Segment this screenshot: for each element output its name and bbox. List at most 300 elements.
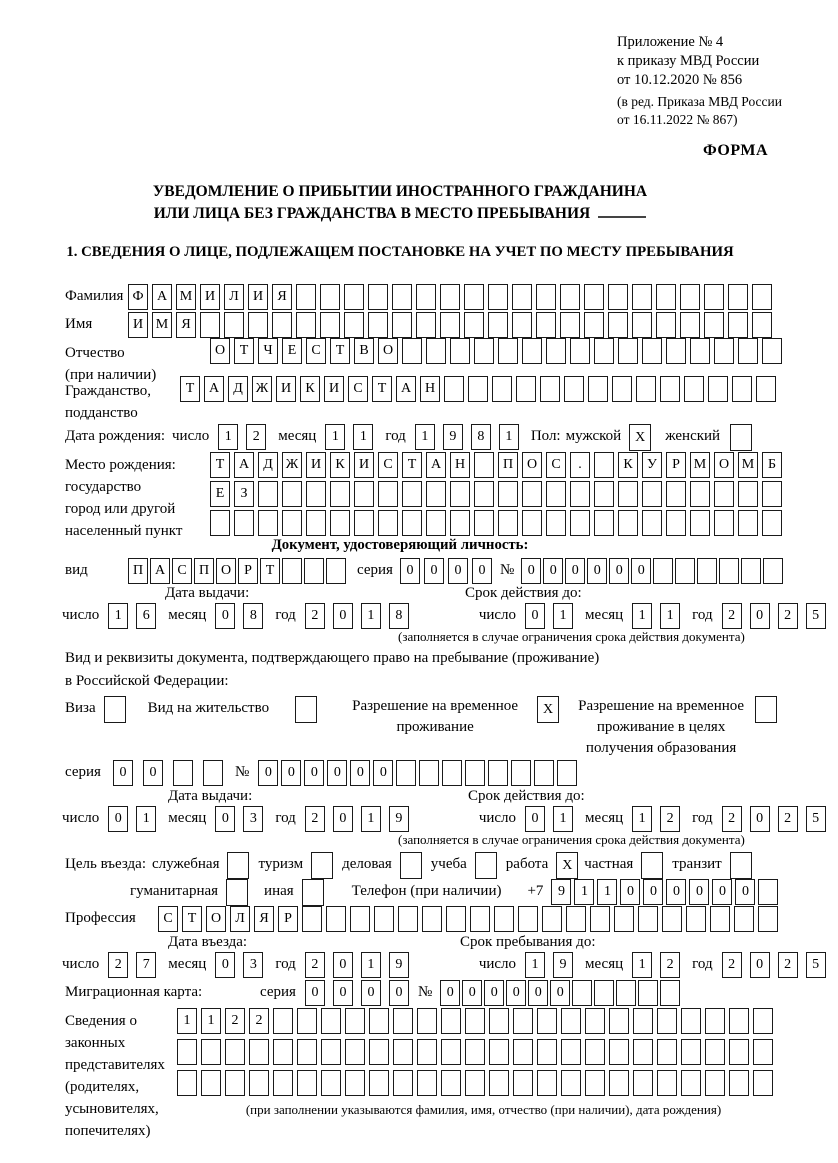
char-box[interactable]: 0 (333, 952, 353, 978)
char-box[interactable] (498, 510, 518, 536)
char-box[interactable]: Т (402, 452, 422, 478)
char-box[interactable] (632, 312, 652, 338)
char-box[interactable]: Д (228, 376, 248, 402)
char-box[interactable]: 0 (215, 603, 235, 629)
char-box[interactable]: 2 (305, 603, 325, 629)
char-box[interactable]: 0 (643, 879, 663, 905)
char-box[interactable] (177, 1039, 197, 1065)
char-box[interactable]: 0 (373, 760, 393, 786)
char-box[interactable] (354, 510, 374, 536)
char-box[interactable] (570, 338, 590, 364)
char-box[interactable] (488, 284, 508, 310)
char-box[interactable] (516, 376, 536, 402)
char-box[interactable] (705, 1039, 725, 1065)
char-box[interactable] (561, 1070, 581, 1096)
char-box[interactable] (450, 510, 470, 536)
char-box[interactable]: 0 (472, 558, 492, 584)
char-box[interactable]: 7 (136, 952, 156, 978)
char-box[interactable] (638, 980, 658, 1006)
char-box[interactable] (653, 558, 673, 584)
char-box[interactable] (474, 452, 494, 478)
char-box[interactable]: 0 (689, 879, 709, 905)
char-box[interactable]: 2 (778, 806, 798, 832)
char-box[interactable] (660, 980, 680, 1006)
char-box[interactable] (660, 376, 680, 402)
char-box[interactable] (657, 1070, 677, 1096)
char-box[interactable]: И (324, 376, 344, 402)
char-box[interactable]: 0 (521, 558, 541, 584)
char-box[interactable] (512, 312, 532, 338)
char-box[interactable] (729, 1070, 749, 1096)
char-box[interactable]: 0 (448, 558, 468, 584)
char-box[interactable] (378, 481, 398, 507)
char-box[interactable] (756, 376, 776, 402)
char-box[interactable] (398, 906, 418, 932)
char-box[interactable]: 2 (660, 952, 680, 978)
char-box[interactable] (681, 1008, 701, 1034)
char-box[interactable] (225, 1070, 245, 1096)
char-box[interactable] (419, 760, 439, 786)
char-box[interactable] (585, 1070, 605, 1096)
char-box[interactable] (690, 338, 710, 364)
char-box[interactable] (441, 1070, 461, 1096)
char-box[interactable] (417, 1039, 437, 1065)
char-box[interactable] (540, 376, 560, 402)
char-box[interactable] (450, 338, 470, 364)
char-box[interactable]: 0 (750, 603, 770, 629)
char-box[interactable] (609, 1008, 629, 1034)
char-box[interactable] (656, 284, 676, 310)
char-box[interactable] (728, 284, 748, 310)
char-box[interactable]: 0 (361, 980, 381, 1006)
char-box[interactable] (474, 510, 494, 536)
char-box[interactable]: К (330, 452, 350, 478)
char-box[interactable]: Е (282, 338, 302, 364)
char-box[interactable]: И (276, 376, 296, 402)
char-box[interactable]: 0 (389, 980, 409, 1006)
char-box[interactable] (464, 312, 484, 338)
char-box[interactable]: Я (272, 284, 292, 310)
char-box[interactable] (738, 510, 758, 536)
char-box[interactable] (258, 481, 278, 507)
char-box[interactable]: Т (210, 452, 230, 478)
char-box[interactable] (210, 510, 230, 536)
char-box[interactable] (369, 1039, 389, 1065)
char-box[interactable] (392, 284, 412, 310)
char-box[interactable] (297, 1008, 317, 1034)
char-box[interactable] (730, 852, 752, 879)
char-box[interactable] (321, 1008, 341, 1034)
char-box[interactable]: 0 (528, 980, 548, 1006)
char-box[interactable] (417, 1008, 437, 1034)
char-box[interactable] (295, 696, 317, 723)
char-box[interactable] (536, 312, 556, 338)
char-box[interactable] (234, 510, 254, 536)
char-box[interactable]: З (234, 481, 254, 507)
char-box[interactable]: С (378, 452, 398, 478)
char-box[interactable] (566, 906, 586, 932)
char-box[interactable]: Ф (128, 284, 148, 310)
char-box[interactable] (705, 1070, 725, 1096)
char-box[interactable] (344, 284, 364, 310)
char-box[interactable] (762, 338, 782, 364)
char-box[interactable] (200, 312, 220, 338)
char-box[interactable] (321, 1070, 341, 1096)
char-box[interactable]: 9 (389, 806, 409, 832)
char-box[interactable]: 1 (415, 424, 435, 450)
char-box[interactable]: И (248, 284, 268, 310)
char-box[interactable]: 2 (305, 806, 325, 832)
char-box[interactable]: 8 (243, 603, 263, 629)
char-box[interactable]: X (629, 424, 651, 451)
char-box[interactable]: Т (260, 558, 280, 584)
char-box[interactable] (638, 906, 658, 932)
char-box[interactable] (704, 312, 724, 338)
char-box[interactable] (588, 376, 608, 402)
char-box[interactable] (732, 376, 752, 402)
char-box[interactable]: О (206, 906, 226, 932)
char-box[interactable] (273, 1008, 293, 1034)
char-box[interactable] (560, 312, 580, 338)
char-box[interactable] (642, 510, 662, 536)
char-box[interactable] (489, 1008, 509, 1034)
char-box[interactable] (441, 1039, 461, 1065)
char-box[interactable] (752, 312, 772, 338)
char-box[interactable]: Р (238, 558, 258, 584)
char-box[interactable]: 1 (361, 603, 381, 629)
char-box[interactable] (657, 1039, 677, 1065)
char-box[interactable] (393, 1008, 413, 1034)
char-box[interactable]: 0 (333, 980, 353, 1006)
char-box[interactable] (522, 510, 542, 536)
char-box[interactable]: 1 (353, 424, 373, 450)
char-box[interactable]: П (128, 558, 148, 584)
char-box[interactable]: 0 (525, 603, 545, 629)
char-box[interactable] (498, 338, 518, 364)
char-box[interactable]: А (234, 452, 254, 478)
char-box[interactable]: Р (666, 452, 686, 478)
char-box[interactable] (354, 481, 374, 507)
char-box[interactable] (594, 452, 614, 478)
char-box[interactable] (369, 1008, 389, 1034)
char-box[interactable] (570, 481, 590, 507)
char-box[interactable] (470, 906, 490, 932)
char-box[interactable] (561, 1008, 581, 1034)
char-box[interactable] (426, 338, 446, 364)
char-box[interactable] (753, 1039, 773, 1065)
char-box[interactable]: 1 (553, 806, 573, 832)
char-box[interactable] (306, 481, 326, 507)
char-box[interactable] (489, 1070, 509, 1096)
char-box[interactable] (681, 1039, 701, 1065)
char-box[interactable]: Н (450, 452, 470, 478)
char-box[interactable] (249, 1070, 269, 1096)
char-box[interactable] (330, 510, 350, 536)
char-box[interactable]: 2 (246, 424, 266, 450)
char-box[interactable]: А (150, 558, 170, 584)
char-box[interactable]: О (216, 558, 236, 584)
char-box[interactable]: 2 (225, 1008, 245, 1034)
char-box[interactable]: А (426, 452, 446, 478)
char-box[interactable]: 0 (550, 980, 570, 1006)
char-box[interactable] (594, 510, 614, 536)
char-box[interactable] (426, 510, 446, 536)
char-box[interactable]: О (378, 338, 398, 364)
char-box[interactable] (752, 284, 772, 310)
char-box[interactable] (306, 510, 326, 536)
char-box[interactable] (173, 760, 193, 786)
char-box[interactable] (393, 1070, 413, 1096)
char-box[interactable] (662, 906, 682, 932)
char-box[interactable] (642, 338, 662, 364)
char-box[interactable]: 0 (400, 558, 420, 584)
char-box[interactable] (249, 1039, 269, 1065)
char-box[interactable]: О (522, 452, 542, 478)
char-box[interactable] (753, 1070, 773, 1096)
char-box[interactable]: 2 (722, 806, 742, 832)
char-box[interactable] (594, 481, 614, 507)
char-box[interactable]: М (152, 312, 172, 338)
char-box[interactable] (641, 852, 663, 879)
char-box[interactable]: Т (180, 376, 200, 402)
char-box[interactable]: 0 (506, 980, 526, 1006)
char-box[interactable] (546, 481, 566, 507)
char-box[interactable] (368, 284, 388, 310)
char-box[interactable]: 2 (305, 952, 325, 978)
char-box[interactable] (616, 980, 636, 1006)
char-box[interactable] (416, 312, 436, 338)
char-box[interactable] (489, 1039, 509, 1065)
char-box[interactable]: С (306, 338, 326, 364)
char-box[interactable] (710, 906, 730, 932)
char-box[interactable] (557, 760, 577, 786)
char-box[interactable] (633, 1070, 653, 1096)
char-box[interactable] (585, 1008, 605, 1034)
char-box[interactable]: 0 (609, 558, 629, 584)
char-box[interactable]: 0 (108, 806, 128, 832)
char-box[interactable]: Я (176, 312, 196, 338)
char-box[interactable] (441, 1008, 461, 1034)
char-box[interactable] (753, 1008, 773, 1034)
char-box[interactable] (537, 1039, 557, 1065)
char-box[interactable]: 0 (462, 980, 482, 1006)
char-box[interactable]: 0 (258, 760, 278, 786)
char-box[interactable]: 0 (440, 980, 460, 1006)
char-box[interactable] (442, 760, 462, 786)
char-box[interactable]: 9 (553, 952, 573, 978)
char-box[interactable] (719, 558, 739, 584)
char-box[interactable]: 5 (806, 952, 826, 978)
char-box[interactable] (282, 481, 302, 507)
char-box[interactable]: 3 (243, 806, 263, 832)
char-box[interactable] (345, 1008, 365, 1034)
char-box[interactable] (440, 312, 460, 338)
char-box[interactable] (542, 906, 562, 932)
char-box[interactable] (590, 906, 610, 932)
char-box[interactable]: 1 (597, 879, 617, 905)
char-box[interactable]: Н (420, 376, 440, 402)
char-box[interactable] (513, 1039, 533, 1065)
char-box[interactable]: К (300, 376, 320, 402)
char-box[interactable]: 1 (574, 879, 594, 905)
char-box[interactable] (734, 906, 754, 932)
char-box[interactable]: 6 (136, 603, 156, 629)
char-box[interactable]: 0 (424, 558, 444, 584)
char-box[interactable]: С (158, 906, 178, 932)
char-box[interactable] (320, 312, 340, 338)
char-box[interactable] (714, 338, 734, 364)
char-box[interactable]: Б (762, 452, 782, 478)
char-box[interactable] (444, 376, 464, 402)
char-box[interactable] (393, 1039, 413, 1065)
char-box[interactable] (330, 481, 350, 507)
char-box[interactable] (440, 284, 460, 310)
char-box[interactable]: П (498, 452, 518, 478)
char-box[interactable] (225, 1039, 245, 1065)
char-box[interactable]: 0 (215, 952, 235, 978)
char-box[interactable] (618, 338, 638, 364)
char-box[interactable]: 2 (778, 603, 798, 629)
char-box[interactable] (614, 906, 634, 932)
char-box[interactable] (618, 481, 638, 507)
char-box[interactable] (258, 510, 278, 536)
char-box[interactable] (402, 510, 422, 536)
char-box[interactable] (536, 284, 556, 310)
char-box[interactable] (474, 338, 494, 364)
char-box[interactable] (465, 1070, 485, 1096)
char-box[interactable]: М (738, 452, 758, 478)
char-box[interactable]: 0 (143, 760, 163, 786)
char-box[interactable] (632, 284, 652, 310)
char-box[interactable] (738, 481, 758, 507)
char-box[interactable]: 1 (361, 952, 381, 978)
char-box[interactable]: 2 (108, 952, 128, 978)
char-box[interactable]: Т (182, 906, 202, 932)
char-box[interactable]: 8 (471, 424, 491, 450)
char-box[interactable] (537, 1070, 557, 1096)
char-box[interactable]: 2 (249, 1008, 269, 1034)
char-box[interactable] (522, 338, 542, 364)
char-box[interactable] (297, 1039, 317, 1065)
char-box[interactable] (657, 1008, 677, 1034)
char-box[interactable]: X (537, 696, 559, 723)
char-box[interactable]: Т (330, 338, 350, 364)
char-box[interactable] (762, 510, 782, 536)
char-box[interactable] (681, 1070, 701, 1096)
char-box[interactable] (475, 852, 497, 879)
char-box[interactable] (321, 1039, 341, 1065)
char-box[interactable] (224, 312, 244, 338)
char-box[interactable]: 9 (443, 424, 463, 450)
char-box[interactable]: 0 (666, 879, 686, 905)
char-box[interactable]: 2 (722, 603, 742, 629)
char-box[interactable] (302, 906, 322, 932)
char-box[interactable]: 5 (806, 806, 826, 832)
char-box[interactable]: 0 (281, 760, 301, 786)
char-box[interactable]: П (194, 558, 214, 584)
char-box[interactable] (201, 1039, 221, 1065)
char-box[interactable] (686, 906, 706, 932)
char-box[interactable] (369, 1070, 389, 1096)
char-box[interactable] (758, 879, 778, 905)
char-box[interactable] (690, 510, 710, 536)
char-box[interactable] (680, 284, 700, 310)
char-box[interactable] (680, 312, 700, 338)
char-box[interactable] (465, 760, 485, 786)
char-box[interactable]: Ж (282, 452, 302, 478)
char-box[interactable] (272, 312, 292, 338)
char-box[interactable]: Ж (252, 376, 272, 402)
char-box[interactable] (666, 510, 686, 536)
char-box[interactable]: 1 (201, 1008, 221, 1034)
char-box[interactable] (633, 1039, 653, 1065)
char-box[interactable]: Р (278, 906, 298, 932)
char-box[interactable]: 0 (215, 806, 235, 832)
char-box[interactable] (738, 338, 758, 364)
char-box[interactable] (297, 1070, 317, 1096)
char-box[interactable]: Д (258, 452, 278, 478)
char-box[interactable] (584, 284, 604, 310)
char-box[interactable] (416, 284, 436, 310)
char-box[interactable]: 1 (553, 603, 573, 629)
char-box[interactable]: 0 (305, 980, 325, 1006)
char-box[interactable]: 1 (632, 952, 652, 978)
char-box[interactable] (608, 312, 628, 338)
char-box[interactable]: 1 (499, 424, 519, 450)
char-box[interactable] (311, 852, 333, 879)
char-box[interactable] (729, 1039, 749, 1065)
char-box[interactable] (392, 312, 412, 338)
char-box[interactable]: 0 (712, 879, 732, 905)
char-box[interactable] (708, 376, 728, 402)
char-box[interactable] (636, 376, 656, 402)
char-box[interactable]: Л (224, 284, 244, 310)
char-box[interactable]: 0 (735, 879, 755, 905)
char-box[interactable] (704, 284, 724, 310)
char-box[interactable] (282, 558, 302, 584)
char-box[interactable] (498, 481, 518, 507)
char-box[interactable] (374, 906, 394, 932)
char-box[interactable] (468, 376, 488, 402)
char-box[interactable]: 8 (389, 603, 409, 629)
char-box[interactable] (518, 906, 538, 932)
char-box[interactable] (584, 312, 604, 338)
char-box[interactable] (594, 980, 614, 1006)
char-box[interactable]: 1 (632, 603, 652, 629)
char-box[interactable]: 5 (806, 603, 826, 629)
char-box[interactable]: 2 (722, 952, 742, 978)
char-box[interactable]: 1 (632, 806, 652, 832)
char-box[interactable] (282, 510, 302, 536)
char-box[interactable]: А (152, 284, 172, 310)
char-box[interactable] (608, 284, 628, 310)
char-box[interactable] (609, 1070, 629, 1096)
char-box[interactable]: О (714, 452, 734, 478)
char-box[interactable]: А (396, 376, 416, 402)
char-box[interactable]: Т (372, 376, 392, 402)
char-box[interactable]: 0 (750, 952, 770, 978)
char-box[interactable] (609, 1039, 629, 1065)
char-box[interactable] (666, 338, 686, 364)
char-box[interactable]: 0 (620, 879, 640, 905)
char-box[interactable] (402, 481, 422, 507)
char-box[interactable]: 1 (136, 806, 156, 832)
char-box[interactable] (465, 1008, 485, 1034)
char-box[interactable] (446, 906, 466, 932)
char-box[interactable] (368, 312, 388, 338)
char-box[interactable]: X (556, 852, 578, 879)
char-box[interactable]: 0 (631, 558, 651, 584)
